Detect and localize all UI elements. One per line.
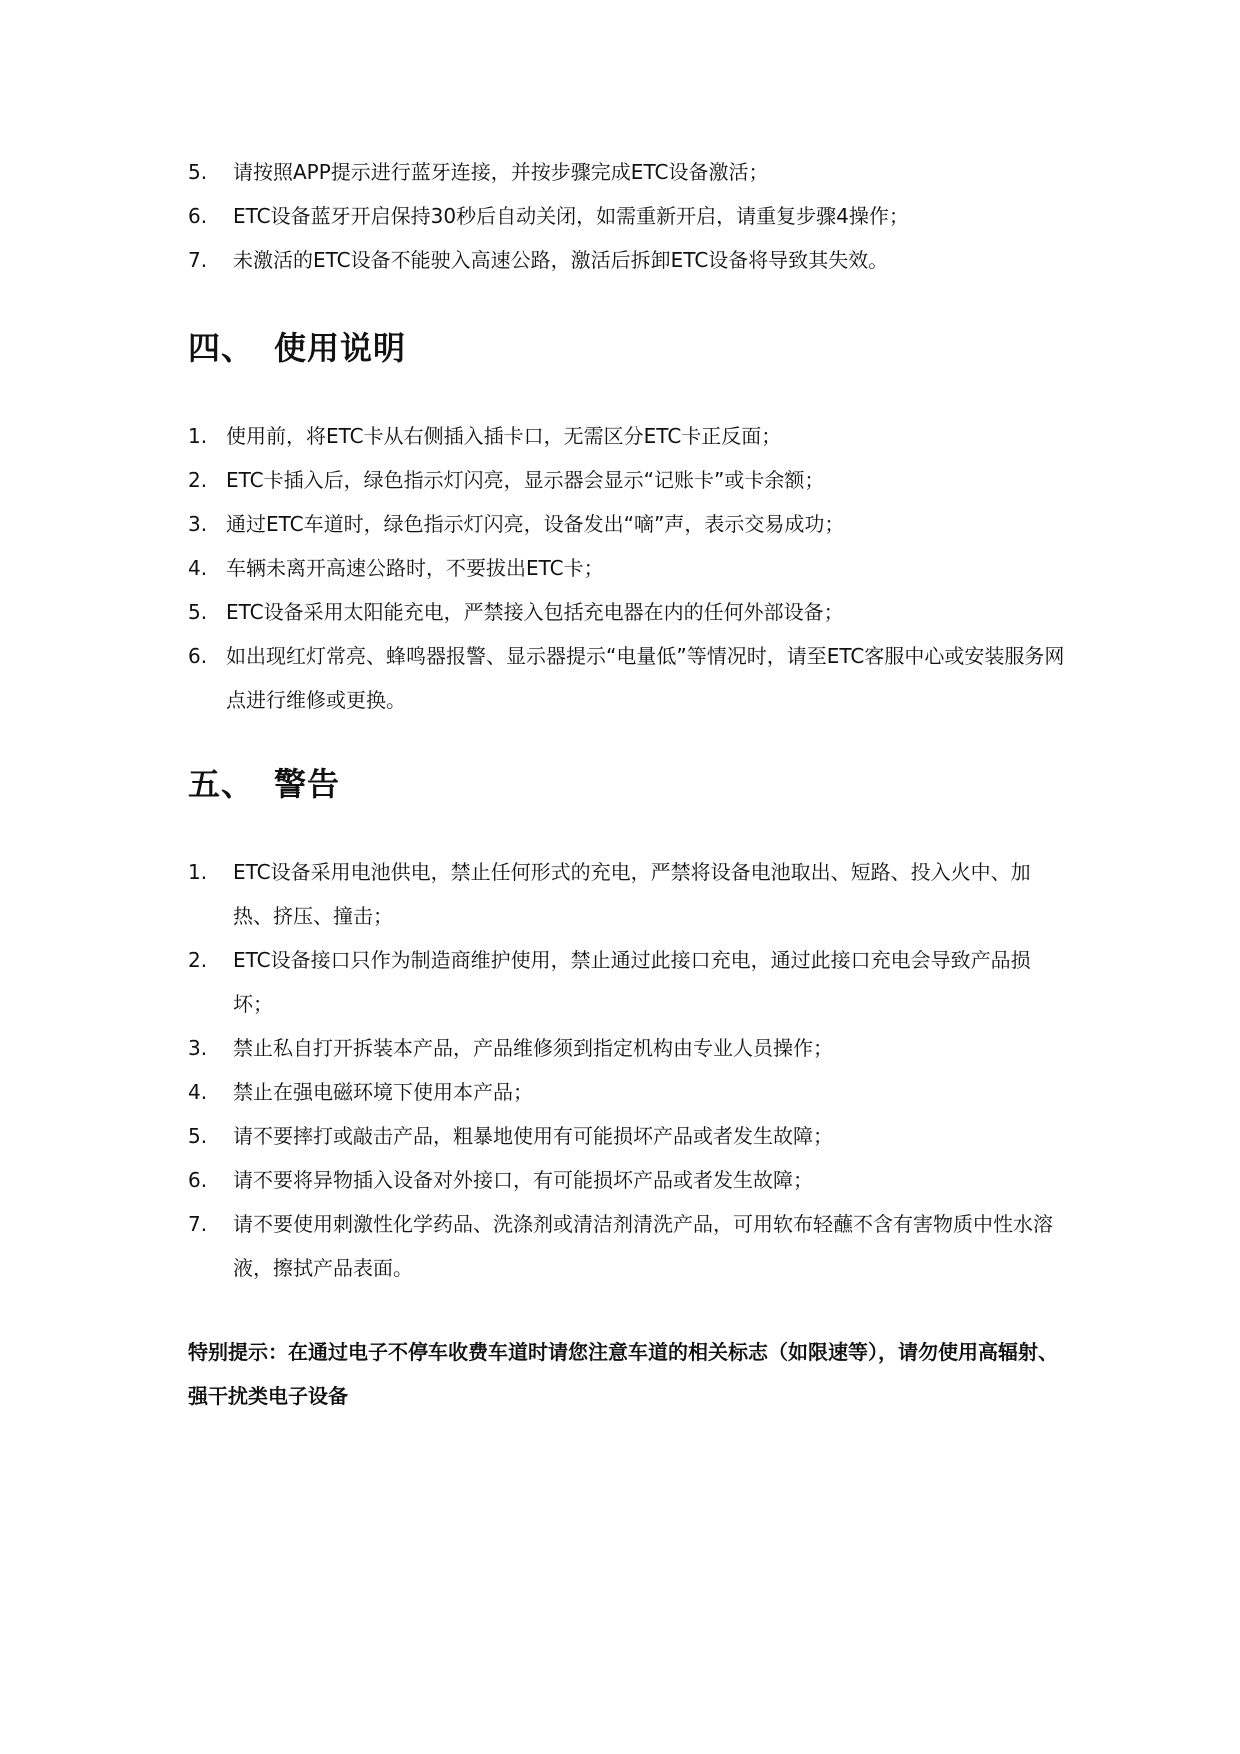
item-text: 车辆未离开高速公路时，不要拔出ETC卡； [226,556,604,580]
item-number: 1. [188,424,208,448]
list-item [188,1026,1068,1070]
section-title: 警告 [274,765,341,803]
item-text: 如出现红灯常亮、蜂鸣器报警、显示器提示“电量低”等情况时，请至ETC客服中心或安装服务网点进行维修或更换。 [226,644,1065,712]
item-number: 2. [188,948,208,972]
item-number: 1. [188,860,208,884]
warnings-list [188,850,1068,1290]
list-item [188,238,1068,282]
item-number: 5. [188,1124,208,1148]
item-text: ETC设备采用电池供电，禁止任何形式的充电，严禁将设备电池取出、短路、投入火中、加热、挤压、撞击； [233,860,1031,928]
item-number: 2. [188,468,208,492]
section-number: 五、 [188,765,255,803]
list-item [188,502,1068,546]
section-heading-usage [188,328,406,368]
item-number: 5. [188,160,208,184]
item-text: 禁止私自打开拆装本产品，产品维修须到指定机构由专业人员操作； [233,1036,833,1060]
section-number: 四、 [188,329,255,367]
item-number: 6. [188,1168,208,1192]
list-item [188,938,1068,1026]
item-text: 请按照APP提示进行蓝牙连接，并按步骤完成ETC设备激活； [233,160,769,184]
item-text: 请不要使用刺激性化学药品、洗涤剂或清洁剂清洗产品，可用软布轻蘸不含有害物质中性水溶液，擦拭产品表面。 [233,1212,1053,1280]
list-item [188,1202,1068,1290]
item-number: 6. [188,204,208,228]
item-number: 4. [188,556,208,580]
item-number: 3. [188,512,208,536]
list-item [188,546,1068,590]
list-item [188,850,1068,938]
item-number: 3. [188,1036,208,1060]
item-text: ETC卡插入后，绿色指示灯闪亮，显示器会显示“记账卡”或卡余额； [226,468,825,492]
item-text: ETC设备采用太阳能充电，严禁接入包括充电器在内的任何外部设备； [226,600,844,624]
usage-instructions-list [188,414,1068,722]
item-text: 请不要将异物插入设备对外接口，有可能损坏产品或者发生故障； [233,1168,813,1192]
list-item [188,458,1068,502]
item-text: 请不要摔打或敲击产品，粗暴地使用有可能损坏产品或者发生故障； [233,1124,833,1148]
activation-steps-list [188,150,1068,282]
list-item [188,194,1068,238]
item-number: 4. [188,1080,208,1104]
list-item [188,414,1068,458]
section-title: 使用说明 [274,329,407,367]
list-item [188,150,1068,194]
list-item [188,1070,1068,1114]
item-text: 禁止在强电磁环境下使用本产品； [233,1080,533,1104]
item-text: 使用前，将ETC卡从右侧插入插卡口，无需区分ETC卡正反面； [226,424,782,448]
item-text: ETC设备蓝牙开启保持30秒后自动关闭，如需重新开启，请重复步骤4操作； [233,204,909,228]
section-heading-warning [188,764,340,804]
list-item [188,1158,1068,1202]
item-text: 通过ETC车道时，绿色指示灯闪亮，设备发出“嘀”声，表示交易成功； [226,512,845,536]
list-item [188,634,1068,722]
item-text: ETC设备接口只作为制造商维护使用，禁止通过此接口充电，通过此接口充电会导致产品损坏； [233,948,1031,1016]
list-item [188,590,1068,634]
item-number: 7. [188,248,208,272]
item-text: 未激活的ETC设备不能驶入高速公路，激活后拆卸ETC设备将导致其失效。 [233,248,889,272]
special-note: 特别提示：在通过电子不停车收费车道时请您注意车道的相关标志（如限速等），请勿使用高辐射、强干扰类电子设备 [188,1340,1058,1408]
item-number: 7. [188,1212,208,1236]
item-number: 6. [188,644,208,668]
list-item [188,1114,1068,1158]
item-number: 5. [188,600,208,624]
